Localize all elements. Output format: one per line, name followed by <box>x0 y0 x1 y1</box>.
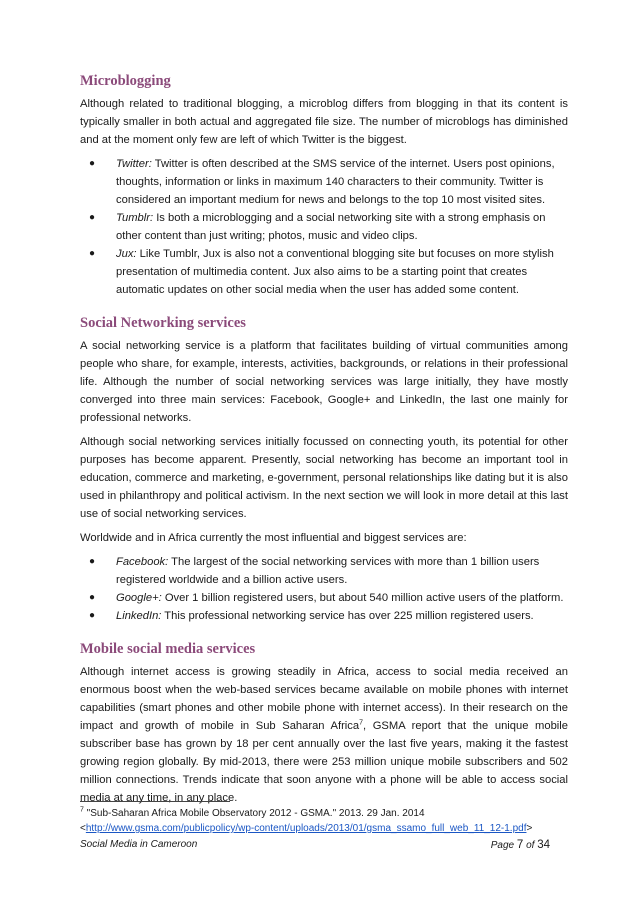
footnote-mark: 7 <box>80 806 84 814</box>
paragraph-text: Although internet access is growing steadily in Africa, access to social media received an enormous boost when the web-based services became available on mobile phones with internet capabilities (smart phones and other mobile phone with internet access). In their research on the impact and growth of mobile in Sub Saharan Africa <box>80 666 568 732</box>
bullet-icon: ● <box>89 592 96 603</box>
footnote-citation <box>80 806 580 821</box>
bullet-icon: ● <box>89 610 96 621</box>
paragraph-microblogging-intro: Although related to traditional blogging, a microblog differs from blogging in that its content is typically smaller in both actual and aggregated file size. The number of microblogs has diminished and at the moment only few are left of which Twitter is the biggest. <box>80 98 568 146</box>
link-open-bracket: < <box>80 823 86 834</box>
list-social-networking <box>80 553 568 625</box>
list-item-term: Jux: <box>116 248 137 260</box>
paragraph-social-networking-2: Although social networking services initially focussed on connecting youth, its potential for other purposes has become apparent. Presently, social networking has become an important tool in education, commerce and marketing, e-government, personal relationships like dating but it is also used in philanthropy and political activism. In the next section we will look in more detail at this last use of social networking services. <box>80 436 568 520</box>
current-page: 7 <box>516 839 524 851</box>
bullet-icon: ● <box>89 556 96 567</box>
total-pages: 34 <box>537 839 550 851</box>
footnote-link-line <box>80 821 580 836</box>
heading-mobile-social-media: Mobile social media services <box>80 641 256 657</box>
list-item-term: LinkedIn: <box>116 610 162 622</box>
of-label: of <box>523 840 538 851</box>
list-item <box>80 155 568 209</box>
list-item <box>80 209 568 245</box>
heading-microblogging: Microblogging <box>80 73 171 89</box>
list-item-text: Over 1 billion registered users, but about 540 million active users of the platform. <box>161 592 564 604</box>
list-item <box>80 245 568 299</box>
bullet-icon: ● <box>89 212 96 223</box>
paragraph-text: , GSMA report that the unique mobile subscriber base has grown by 18 per cent annually over the last five years, making it the fastest growing region globally. By mid-2013, there were 253 million unique mobile subscribers and 502 million connections. Trends indicate that soon anyone with a phone will be able to access social media at any time, in any place. <box>80 720 568 804</box>
footer-title: Social Media in Cameroon <box>80 839 198 850</box>
list-microblogging <box>80 155 568 299</box>
list-item <box>80 607 568 625</box>
footnote-text: "Sub-Saharan Africa Mobile Observatory 2012 - GSMA." 2013. 29 Jan. 2014 <box>83 808 425 819</box>
footnote <box>80 806 580 836</box>
footnote-separator <box>80 801 230 802</box>
bullet-icon: ● <box>89 158 96 169</box>
list-item-term: Google+: <box>116 592 162 604</box>
list-item-text: Is both a microblogging and a social networking site with a strong emphasis on other content than just writing; photos, music and video clips. <box>116 212 546 242</box>
list-item <box>80 553 568 589</box>
page-footer <box>80 838 550 852</box>
footnote-link[interactable]: http://www.gsma.com/publicpolicy/wp-content/uploads/2013/01/gsma_ssamo_full_web_11_12-1.pdf <box>85 823 527 834</box>
footnote-reference[interactable]: 7 <box>359 719 364 727</box>
paragraph-social-networking-1: A social networking service is a platform that facilitates building of virtual communities among people who share, for example, interests, activities, backgrounds, or relations in their professional life. Although the number of social networking services was large initially, they have mostly converged into three main services: Facebook, Google+ and LinkedIn, the last one mainly for professional networks. <box>80 340 568 424</box>
list-item-text: Twitter is often described at the SMS service of the internet. Users post opinions, thoughts, information or links in maximum 140 characters to their community. Twitter is considered an important medium for news and belongs to the top 10 most visited sites. <box>116 158 555 206</box>
list-item-text: The largest of the social networking services with more than 1 billion users registered worldwide and a billion active users. <box>116 556 540 586</box>
list-item-term: Facebook: <box>116 556 169 568</box>
list-item-text: Like Tumblr, Jux is also not a conventional blogging site but focuses on more stylish presentation of multimedia content. Jux also aims to be a starting point that creates automatic updates on other social media when the user has added some content. <box>116 248 554 296</box>
list-item-term: Twitter: <box>116 158 152 170</box>
heading-social-networking: Social Networking services <box>80 315 246 331</box>
page-content <box>80 72 568 813</box>
paragraph-mobile-social-media <box>80 663 568 807</box>
list-item-term: Tumblr: <box>116 212 154 224</box>
link-close-bracket: > <box>526 823 533 834</box>
page-label: Page <box>490 840 517 851</box>
page-number <box>491 838 550 853</box>
bullet-icon: ● <box>89 248 96 259</box>
paragraph-social-networking-3: Worldwide and in Africa currently the most influential and biggest services are: <box>80 532 467 544</box>
list-item <box>80 589 568 607</box>
list-item-text: This professional networking service has over 225 million registered users. <box>161 610 534 622</box>
